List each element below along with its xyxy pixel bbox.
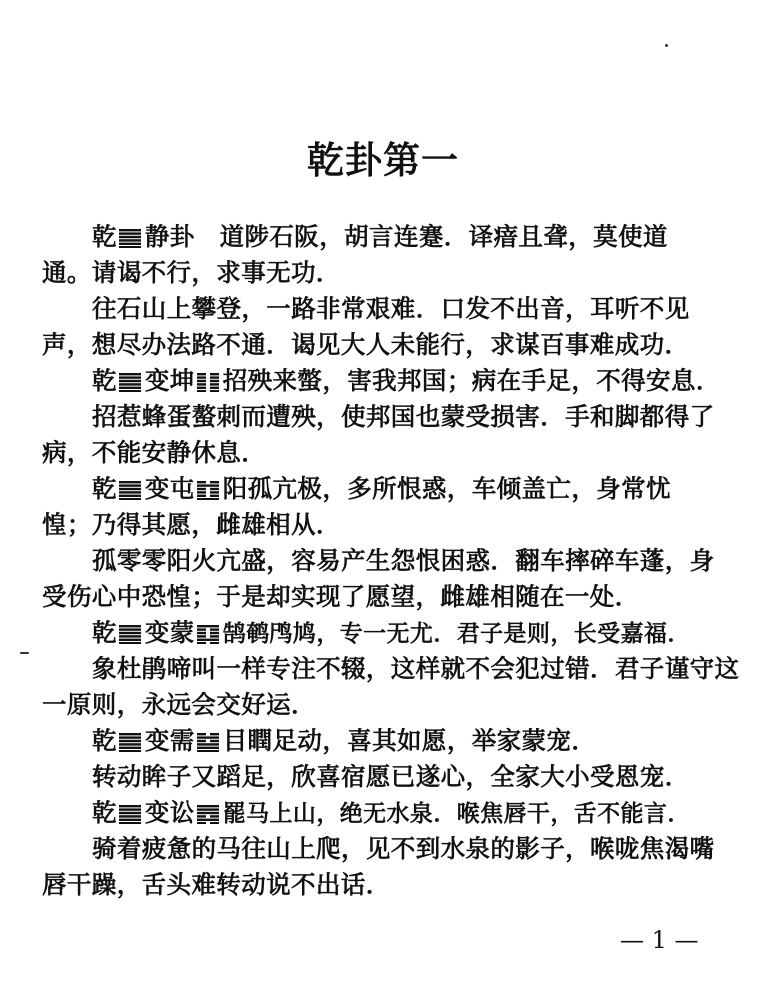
verse-line [92,366,721,399]
verse-line: 惶；乃得其愿，雌雄相从． [42,510,341,539]
translation-line: 骑着疲惫的马往山上爬，见不到水泉的影子，喉咙焦渴嘴 [92,834,715,863]
translation-line: 招惹蜂蛋螯刺而遭殃，使邦国也蒙受损害．手和脚都得了 [92,402,715,431]
qian-hexagram-icon [119,801,141,831]
song-hexagram-icon [197,801,219,831]
translation-line: 象杜鹃啼叫一样专注不辍，这样就不会犯过错．君子谨守这 [92,654,740,683]
hexagram-name: 乾 [92,726,117,755]
kun-hexagram-icon [197,369,219,399]
translation-line: 往石山上攀登，一路非常艰难．口发不出音，耳听不见 [92,294,690,323]
verse-text: 阳孤亢极，多所恨惑，车倾盖亡，身常忧 [222,474,671,503]
hexagram-name: 乾 [92,474,117,503]
hexagram-name: 乾 [92,798,117,827]
translation-line: 声，想尽办法路不通．谒见大人未能行，求谋百事难成功． [42,330,690,359]
speck [20,652,29,654]
hexagram-name: 乾 [92,222,117,251]
qian-hexagram-icon [119,621,141,651]
verse-line [92,474,671,507]
hexagram-change: 变讼 [144,798,195,827]
hexagram-change: 变坤 [144,366,195,395]
translation-line: 病，不能安静休息． [42,438,267,467]
meng-hexagram-icon [197,621,219,651]
verse-line: 通。请谒不行，求事无功． [42,258,341,287]
translation-line: 受伤心中恐惶；于是却实现了愿望，雌雄相随在一处． [42,582,640,611]
hexagram-change: 变需 [144,726,195,755]
verse-text: 目瞤足动，喜其如愿，举家蒙宠． [222,726,597,755]
hexagram-name: 乾 [92,366,117,395]
verse-text: 招殃来螫，害我邦国；病在手足，不得安息． [222,366,721,395]
verse-line [92,798,691,831]
page-title: 乾卦第一 [307,139,459,182]
translation-line: 转动眸子又蹈足，欣喜宿愿已遂心，全家大小受恩宠． [92,762,690,791]
zhun-hexagram-icon [197,477,219,507]
qian-hexagram-icon [119,369,141,399]
translation-line: 孤零零阳火亢盛，容易产生怨恨困惑．翻车摔碎车蓬，身 [92,546,715,575]
verse-line [92,618,691,651]
qian-hexagram-icon [119,225,141,255]
verse-text: 静卦 道陟石阪，胡言连蹇．译瘖且聋，莫使道 [144,222,668,251]
hexagram-change: 变蒙 [144,618,195,647]
hexagram-change: 变屯 [144,474,195,503]
hexagram-name: 乾 [92,618,117,647]
verse-text: 鹄鹌鸤鸠，专一无尤．君子是则，长受嘉福． [222,620,691,647]
qian-hexagram-icon [119,729,141,759]
qian-hexagram-icon [119,477,141,507]
verse-line [92,726,596,759]
translation-line: 唇干躁，舌头难转动说不出话． [42,870,391,899]
translation-line: 一原则，永远会交好运． [42,690,316,719]
page-number: — 1 — [620,926,699,954]
verse-text: 罷马上山，绝无水泉．喉焦唇干，舌不能言． [222,800,691,827]
speck [665,44,668,47]
xu-hexagram-icon [197,729,219,759]
verse-line [92,222,668,255]
